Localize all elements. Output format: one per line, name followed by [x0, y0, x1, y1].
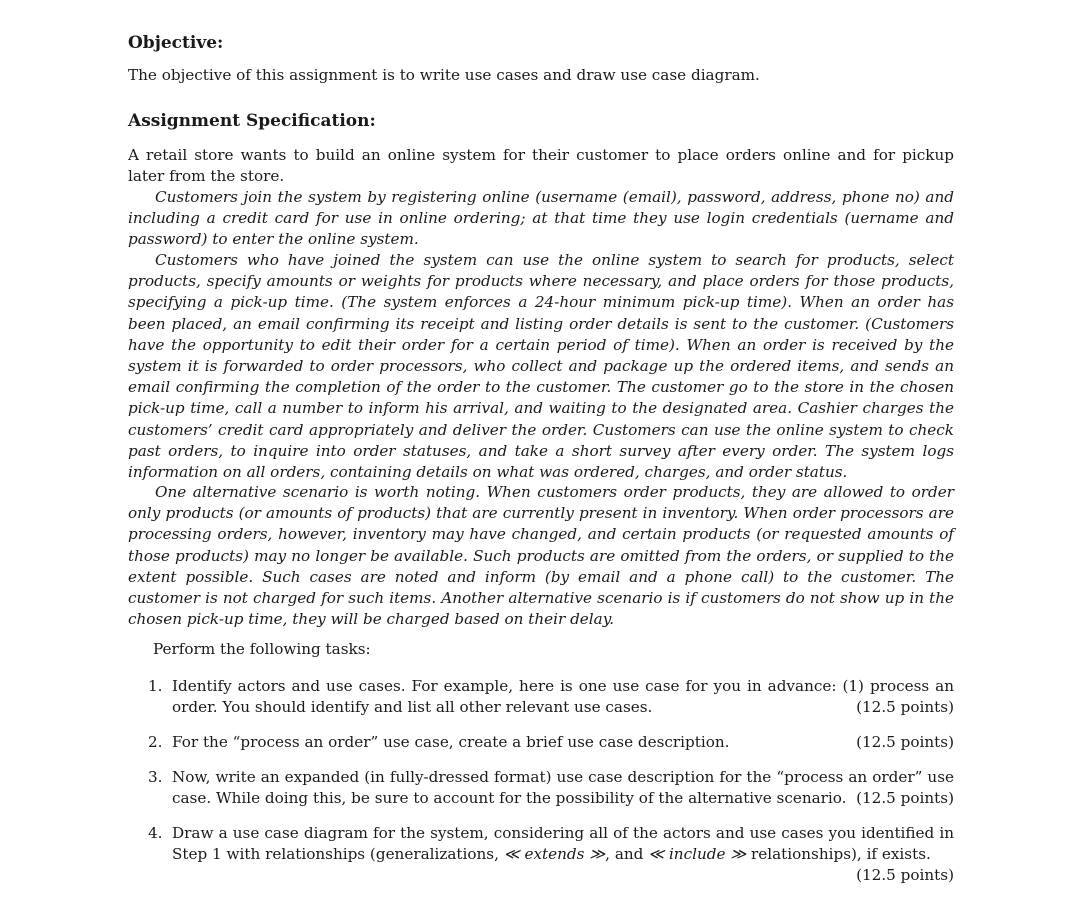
- task-item: [148, 823, 954, 887]
- task-item: [148, 676, 954, 718]
- task-points: (12.5 points): [856, 789, 954, 808]
- task-points: (12.5 points): [856, 866, 954, 885]
- task-points: (12.5 points): [856, 698, 954, 717]
- include-stereotype: ≪ include ≫: [648, 845, 747, 864]
- tasks-intro: Perform the following tasks:: [153, 640, 371, 658]
- task-number: 3.: [148, 768, 163, 786]
- spec-paragraph-1: Customers join the system by registering online (username (email), password, address, phone no) and including a credit card for use in online ordering; at that time they use login credentials (uername and password) to enter the online system.: [128, 188, 954, 249]
- task-number: 1.: [148, 677, 163, 695]
- task-points: (12.5 points): [856, 733, 954, 751]
- task-text: , and: [605, 845, 649, 864]
- task-text: Draw a use case diagram for the system, considering all of the actors and use cases you identified in Step 1 with relationships (generalizations,: [172, 824, 954, 864]
- task-number: 2.: [148, 733, 163, 751]
- extends-stereotype: ≪ extends ≫: [503, 845, 606, 864]
- spec-paragraph-2: Customers who have joined the system can use the online system to search for products, select products, specify amounts or weights for products where necessary, and place orders for those products, specifying a pick-up time. (The system enforces a 24-hour minimum pick-up time). When an order has been placed, an email confirming its receipt and listing order details is sent to the customer. (Customers have the opportunity to edit their order for a certain period of time). When an order is received by the system it is forwarded to order processors, who collect and package up the ordered items, and sends an email confirming the completion of the order to the customer. The customer go to the store in the chosen pick-up time, call a number to inform his arrival, and waiting to the designated area. Cashier charges the customers’ credit card appropriately and deliver the order. Customers can use the online system to check past orders, to inquire into order statuses, and take a short survey after every order. The system logs information on all orders, containing details on what was ordered, charges, and order status.: [128, 251, 954, 482]
- task-item: [148, 767, 954, 809]
- task-text: For the “process an order” use case, create a brief use case description.: [172, 733, 730, 751]
- task-number: 4.: [148, 824, 163, 842]
- task-text: relationships), if exists.: [746, 845, 931, 864]
- task-text: Now, write an expanded (in fully-dressed format) use case description for the “process an order” use case. While doing this, be sure to account for the possibility of the alternative scenario.: [172, 768, 954, 808]
- spec-paragraph-3: One alternative scenario is worth noting. When customers order products, they are allowed to order only products (or amounts of products) that are currently present in inventory. When order processors are processing orders, however, inventory may have changed, and certain products (or requested amounts of those products) may no longer be available. Such products are omitted from the orders, or supplied to the extent possible. Such cases are noted and inform (by email and a phone call) to the customer. The customer is not charged for such items. Another alternative scenario is if customers do not show up in the chosen pick-up time, they will be charged based on their delay.: [128, 483, 954, 629]
- task-text: Identify actors and use cases. For example, here is one use case for you in advance: (1) process an order. You should identify and list all other relevant use cases.: [172, 677, 954, 717]
- objective-heading: Objective:: [128, 33, 224, 53]
- spec-heading: Assignment Specification:: [128, 111, 376, 131]
- objective-text: The objective of this assignment is to write use cases and draw use case diagram.: [128, 66, 760, 84]
- spec-intro: A retail store wants to build an online system for their customer to place orders online and for pickup later from the store.: [128, 146, 954, 186]
- task-item: [148, 732, 954, 753]
